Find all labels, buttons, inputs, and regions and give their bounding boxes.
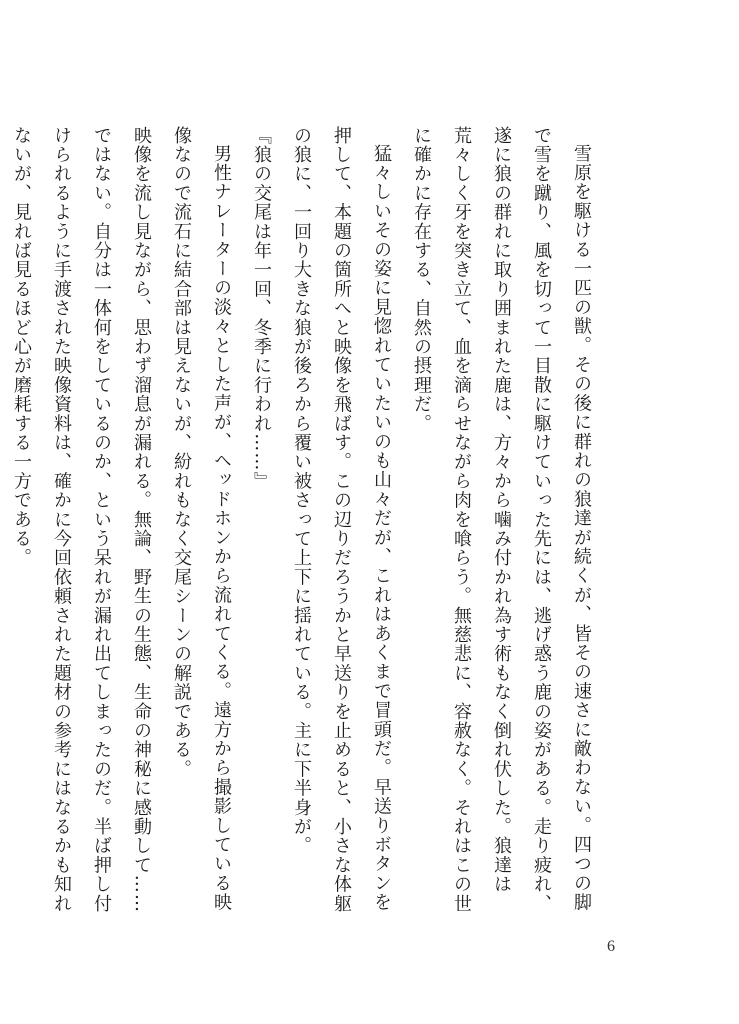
paragraph-3-quote: 『狼の交尾は年一回、冬季に行われ……』: [251, 126, 272, 491]
vertical-text-body: [1, 126, 601, 916]
page-number: 6: [607, 938, 615, 955]
paragraph-2: 猛々しいその姿に見惚れていたいのも山々だが、これはあくまで冒頭だ。早送りボタンを押して、本題の箇所へと映像を飛ばす。この辺りだろうかと早送りを止めると、小さな体躯の狼に、一回り大きな狼が後ろから覆い被さって上下に揺れている。主に下半身が。: [291, 126, 392, 914]
paragraph-4: 男性ナレーターの淡々とした声が、ヘッドホンから流れてくる。遠方から撮影している映像なので流石に結合部は見えないが、紛れもなく交尾シーンの解説である。: [171, 126, 232, 912]
paragraph-5: 映像を流し見ながら、思わず溜息が漏れる。無論、野生の生態、生命の神秘に感動して……ではない。自分は一体何をしているのか、という呆れが漏れ出てしまったのだ。半ば押し付けられるように手渡された映像資料は、確かに今回依頼された題材の参考にはなるかも知れないが、見れば見るほど心が磨耗する一方である。: [11, 126, 152, 914]
paragraph-1: 雪原を駆ける一匹の獣。その後に群れの狼達が続くが、皆その速さに敵わない。四つの脚で雪を蹴り、風を切って一目散に駆けていった先には、逃げ惑う鹿の姿がある。走り疲れ、遂に狼の群れに取り囲まれた鹿は、方々から噛み付かれ為す術もなく倒れ伏した。狼達は荒々しく牙を突き立て、血を滴らせながら肉を喰らう。無慈悲に、容赦なく。それはこの世に確かに存在する、自然の摂理だ。: [411, 126, 592, 914]
